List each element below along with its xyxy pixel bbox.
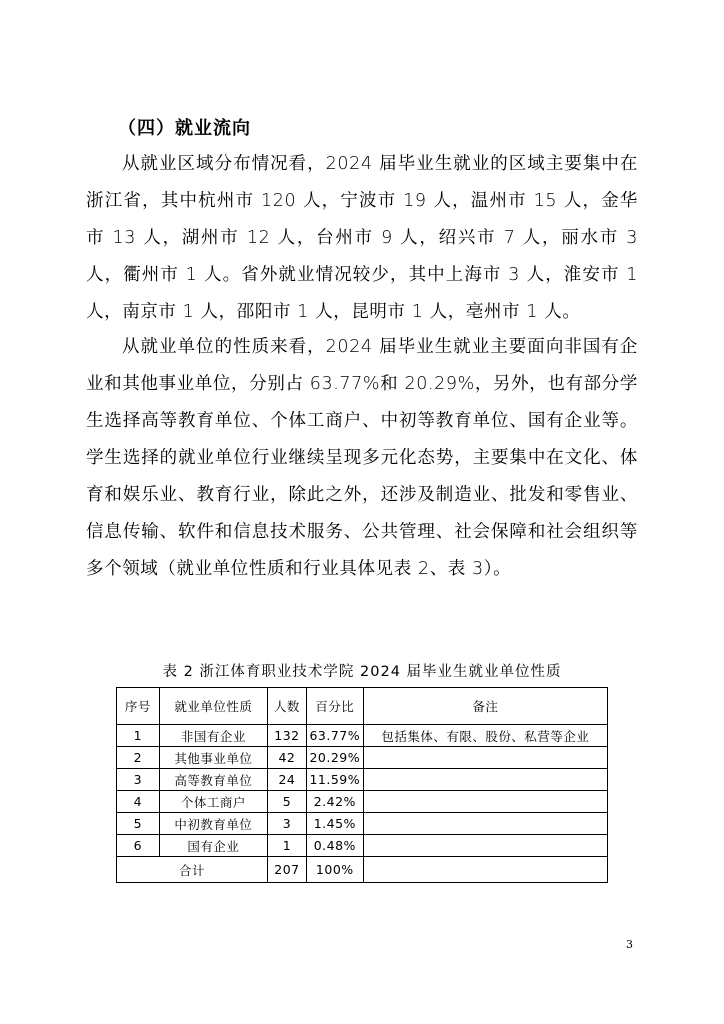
table-row [117, 813, 608, 835]
paragraph-region-distribution: 从就业区域分布情况看，2024 届毕业生就业的区域主要集中在浙江省，其中杭州市 120 人，宁波市 19 人，温州市 15 人，金华市 13 人，湖州市 12 人，台州市 9 人，绍兴市 7 人，丽水市 3 人，衢州市 1 人。省外就业情况较少，其中上海市 3 人，淮安市 1 人，南京市 1 人，邵阳市 1 人，昆明市 1 人，亳州市 1 人。 [86, 154, 638, 322]
cell-count: 1 [268, 835, 307, 857]
total-percent: 100% [306, 857, 363, 883]
cell-unit-type: 个体工商户 [159, 791, 267, 813]
cell-count: 42 [268, 747, 307, 769]
cell-percent: 20.29% [306, 747, 363, 769]
cell-percent: 1.45% [306, 813, 363, 835]
page-number: 3 [626, 938, 633, 951]
cell-note [363, 769, 607, 791]
cell-no: 3 [117, 769, 160, 791]
cell-note: 包括集体、有限、股份、私营等企业 [363, 725, 607, 747]
paragraph-unit-nature: 从就业单位的性质来看，2024 届毕业生就业主要面向非国有企业和其他事业单位，分别占 63.77%和 20.29%，另外，也有部分学生选择高等教育单位、个体工商户、中初等教育单位、国有企业等。学生选择的就业单位行业继续呈现多元化态势，主要集中在文化、体育和娱乐业、教育行业，除此之外，还涉及制造业、批发和零售业、信息传输、软件和信息技术服务、公共管理、社会保障和社会组织等多个领域（就业单位性质和行业具体见表 2、表 3）。 [86, 337, 638, 579]
cell-count: 24 [268, 769, 307, 791]
cell-unit-type: 国有企业 [159, 835, 267, 857]
cell-note [363, 835, 607, 857]
table-caption: 表 2 浙江体育职业技术学院 2024 届毕业生就业单位性质 [162, 664, 562, 680]
cell-count: 3 [268, 813, 307, 835]
cell-percent: 63.77% [306, 725, 363, 747]
cell-no: 5 [117, 813, 160, 835]
total-label: 合计 [117, 857, 268, 883]
table-row [117, 835, 608, 857]
cell-no: 1 [117, 725, 160, 747]
header-count: 人数 [268, 688, 307, 725]
cell-no: 4 [117, 791, 160, 813]
cell-note [363, 813, 607, 835]
employment-unit-table [116, 687, 608, 883]
section-heading: （四）就业流向 [118, 118, 251, 139]
cell-no: 6 [117, 835, 160, 857]
total-note [363, 857, 607, 883]
cell-unit-type: 其他事业单位 [159, 747, 267, 769]
cell-count: 5 [268, 791, 307, 813]
cell-count: 132 [268, 725, 307, 747]
table-row [117, 725, 608, 747]
cell-unit-type: 中初教育单位 [159, 813, 267, 835]
cell-percent: 0.48% [306, 835, 363, 857]
table-header-row [117, 688, 608, 725]
cell-percent: 11.59% [306, 769, 363, 791]
header-unit-type: 就业单位性质 [159, 688, 267, 725]
table-row [117, 747, 608, 769]
cell-unit-type: 高等教育单位 [159, 769, 267, 791]
total-count: 207 [268, 857, 307, 883]
cell-note [363, 747, 607, 769]
header-note: 备注 [363, 688, 607, 725]
cell-no: 2 [117, 747, 160, 769]
header-percent: 百分比 [306, 688, 363, 725]
cell-note [363, 791, 607, 813]
table-row [117, 791, 608, 813]
header-no: 序号 [117, 688, 160, 725]
cell-percent: 2.42% [306, 791, 363, 813]
table-total-row [117, 857, 608, 883]
table-row [117, 769, 608, 791]
cell-unit-type: 非国有企业 [159, 725, 267, 747]
